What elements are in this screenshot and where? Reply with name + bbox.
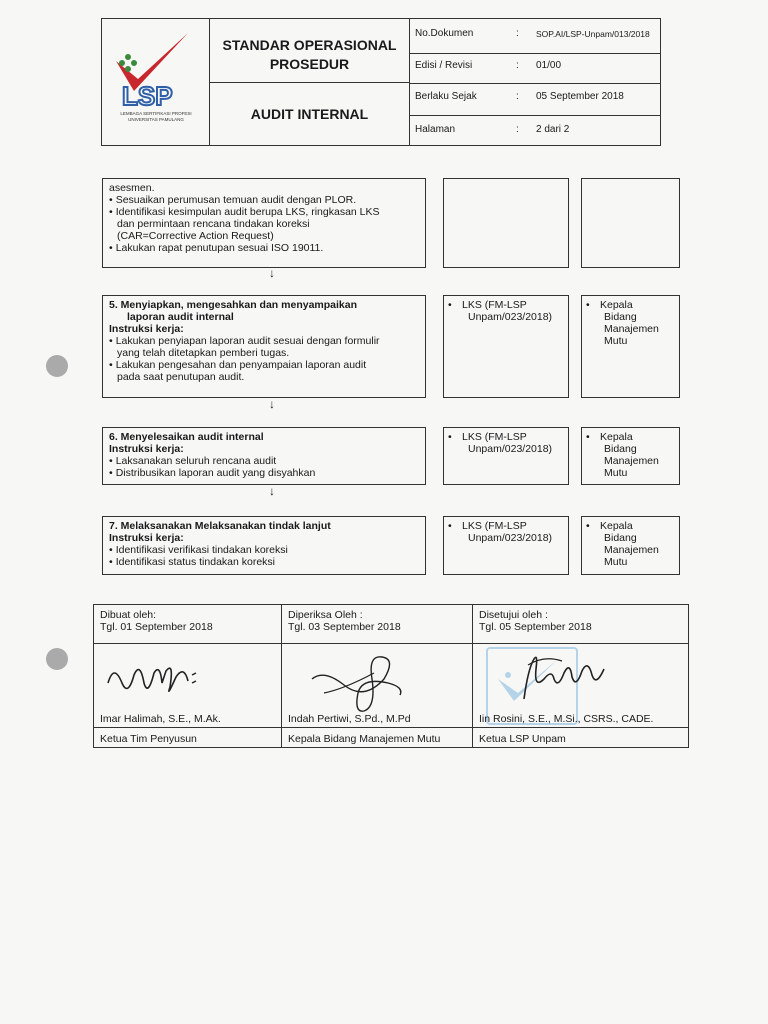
pic-text: Bidang (604, 443, 637, 455)
pic-cell (581, 427, 680, 485)
title-cell (210, 19, 410, 83)
pic-cell (581, 516, 680, 575)
pic-text: Bidang (604, 311, 637, 323)
pic-text: Kepala (600, 299, 633, 311)
flow-arrow: ↓ (269, 397, 275, 411)
step-title: 7. Melaksanakan Melaksanakan tindak lanjut (109, 520, 331, 532)
pic-cell (581, 295, 680, 398)
logo-cell (102, 19, 210, 145)
pic-text: Mutu (604, 335, 628, 347)
step-title: laporan audit internal (127, 311, 234, 323)
bullet: • (448, 299, 452, 311)
signature-table (93, 604, 689, 748)
instruction-heading: Instruksi kerja: (109, 323, 184, 335)
meta-row-doc-number (410, 19, 660, 54)
step-bullet: • Identifikasi verifikasi tindakan koreksi (109, 544, 419, 556)
step-bullet: • Sesuaikan perumusan temuan audit dengan PLOR. (109, 194, 419, 206)
logo-lettering: LSP (122, 81, 173, 111)
step-box-5 (102, 295, 426, 398)
meta-label: Edisi / Revisi (415, 60, 473, 71)
meta-table (410, 19, 660, 145)
meta-separator: : (516, 124, 519, 135)
signer-name: Imar Halimah, S.E., M.Ak. (100, 713, 221, 725)
meta-separator: : (516, 28, 519, 39)
step-title: 5. Menyiapkan, mengesahkan dan menyampaikan (109, 299, 358, 311)
sign-date: Tgl. 03 September 2018 (288, 621, 401, 633)
meta-row-edition (410, 53, 660, 84)
meta-separator: : (516, 60, 519, 71)
meta-value: 05 September 2018 (536, 91, 624, 102)
document-cell (443, 516, 569, 575)
title-line-2: PROSEDUR (269, 56, 350, 72)
meta-value: SOP.AI/LSP-Unpam/013/2018 (536, 29, 650, 39)
step-bullet: • Identifikasi kesimpulan audit berupa LKS, ringkasan LKS (109, 206, 419, 218)
title-line-1: STANDAR OPERASIONAL (222, 37, 397, 53)
signature-scribble (304, 649, 414, 719)
document-ref: LKS (FM-LSP (462, 431, 527, 443)
pic-text: Mutu (604, 556, 628, 568)
flow-arrow: ↓ (269, 484, 275, 498)
step-text: yang telah ditetapkan pemberi tugas. (117, 347, 290, 359)
step-text: pada saat penutupan audit. (117, 371, 245, 383)
step-bullet: • Identifikasi status tindakan koreksi (109, 556, 419, 568)
document-header (101, 18, 661, 146)
bullet: • (586, 299, 590, 311)
step-title: 6. Menyelesaikan audit internal (109, 431, 264, 443)
bullet: • (448, 520, 452, 532)
meta-label: Berlaku Sejak (415, 91, 477, 102)
step-text: asesmen. (109, 182, 155, 194)
pic-text: Manajemen (604, 544, 659, 556)
org-name: LEMBAGA SERTIFIKASI PROFESI UNIVERSITAS PAMULANG (120, 111, 192, 122)
pic-text: Kepala (600, 431, 633, 443)
document-ref: LKS (FM-LSP (462, 299, 527, 311)
step-box-continued (102, 178, 426, 268)
meta-separator: : (516, 91, 519, 102)
role-label: Dibuat oleh: (100, 609, 157, 621)
signature-col-approved (473, 607, 688, 635)
sign-date: Tgl. 05 September 2018 (479, 621, 592, 633)
pic-text: Manajemen (604, 323, 659, 335)
pic-text: Kepala (600, 520, 633, 532)
meta-value: 01/00 (536, 60, 562, 71)
sign-date: Tgl. 01 September 2018 (100, 621, 213, 633)
step-bullet: • Laksanakan seluruh rencana audit (109, 455, 419, 467)
document-ref: LKS (FM-LSP (462, 520, 527, 532)
subtitle-cell (210, 83, 410, 145)
meta-label: Halaman (415, 124, 456, 135)
document-cell-empty (443, 178, 569, 268)
bullet: • (586, 520, 590, 532)
signer-position: Ketua Tim Penyusun (100, 733, 197, 745)
role-label: Disetujui oleh : (479, 609, 548, 621)
signer-position: Kepala Bidang Manajemen Mutu (288, 733, 441, 745)
signer-name: Indah Pertiwi, S.Pd., M.Pd (288, 713, 411, 725)
lsp-logo (102, 19, 210, 145)
punch-hole (46, 355, 68, 377)
document-cell (443, 295, 569, 398)
pic-text: Manajemen (604, 455, 659, 467)
instruction-heading: Instruksi kerja: (109, 443, 184, 455)
bullet: • (586, 431, 590, 443)
step-bullet: • Lakukan pengesahan dan penyampaian laporan audit (109, 359, 419, 371)
meta-row-effective-date (410, 83, 660, 116)
step-bullet: • Distribusikan laporan audit yang disyahkan (109, 467, 419, 479)
signer-name: Iin Rosini, S.E., M.Si., CSRS., CADE. (479, 713, 654, 725)
step-bullet: • Lakukan penyiapan laporan audit sesuai dengan formulir (109, 335, 419, 347)
document-ref: Unpam/023/2018) (468, 443, 553, 455)
pic-text: Bidang (604, 532, 637, 544)
signature-col-checked (282, 607, 472, 635)
flow-arrow: ↓ (269, 266, 275, 280)
signature-scribble (514, 649, 624, 709)
step-box-6 (102, 427, 426, 485)
step-box-7 (102, 516, 426, 575)
document-ref: Unpam/023/2018) (468, 532, 553, 544)
pic-cell-empty (581, 178, 680, 268)
step-bullet: • Lakukan rapat penutupan sesuai ISO 19011. (109, 242, 419, 254)
punch-hole (46, 648, 68, 670)
document-cell (443, 427, 569, 485)
step-text: dan permintaan rencana tindakan koreksi (117, 218, 310, 230)
role-label: Diperiksa Oleh : (288, 609, 363, 621)
document-ref: Unpam/023/2018) (468, 311, 553, 323)
bullet: • (448, 431, 452, 443)
instruction-heading: Instruksi kerja: (109, 532, 184, 544)
meta-row-page (410, 115, 660, 145)
document-subtitle: AUDIT INTERNAL (250, 106, 369, 122)
meta-label: No.Dokumen (415, 28, 474, 39)
meta-value: 2 dari 2 (536, 124, 570, 135)
step-text: (CAR=Corrective Action Request) (117, 230, 274, 242)
signer-position: Ketua LSP Unpam (479, 733, 566, 745)
signature-scribble (104, 653, 214, 703)
signature-col-prepared (94, 607, 281, 635)
pic-text: Mutu (604, 467, 628, 479)
